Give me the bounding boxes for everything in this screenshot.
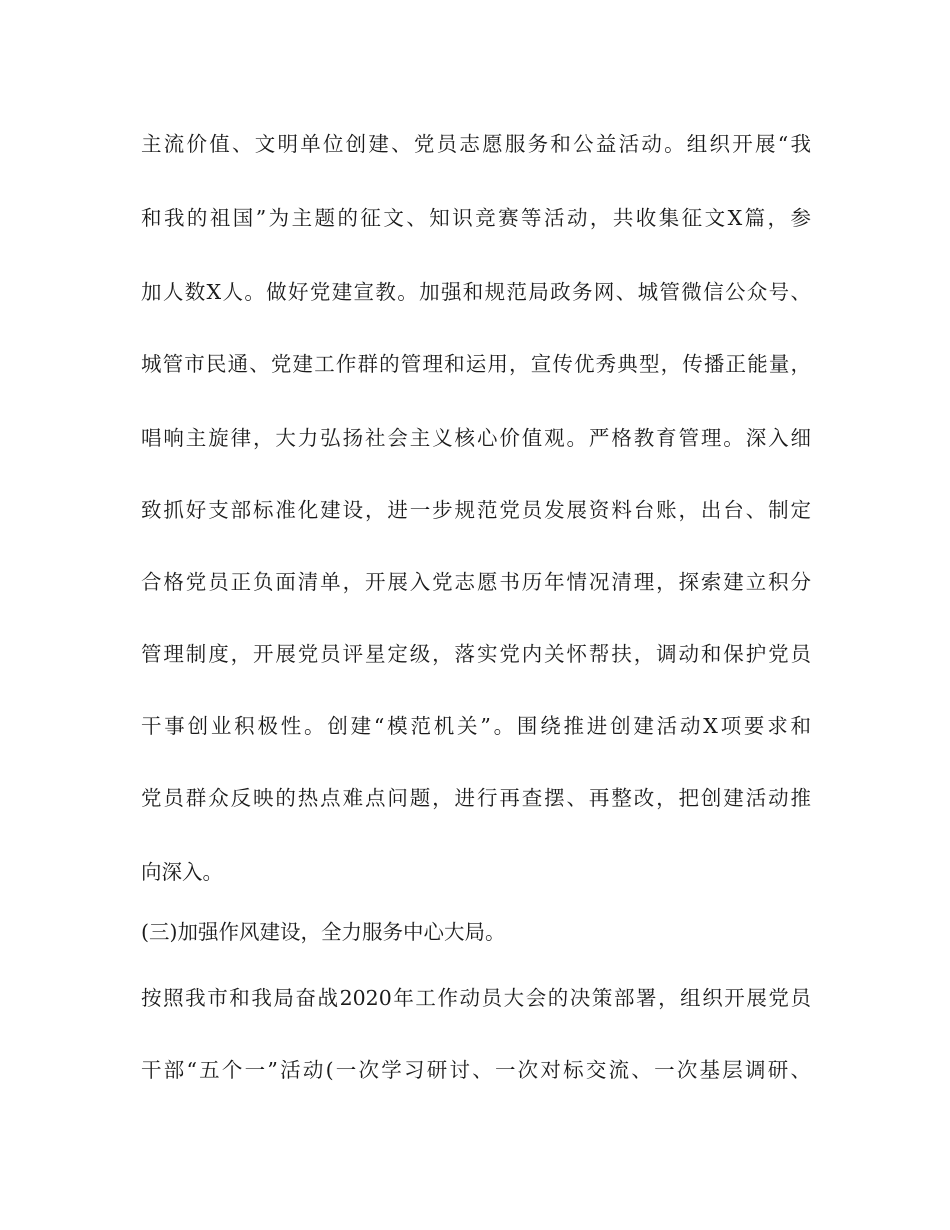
paragraph-line: 合格党员正负面清单，开展入党志愿书历年情况清理，探索建立积分 — [141, 570, 811, 594]
paragraph-line: 管理制度，开展党员评星定级，落实党内关怀帮扶，调动和保护党员 — [141, 642, 811, 666]
paragraph-line: 干部“五个一”活动(一次学习研讨、一次对标交流、一次基层调研、 — [141, 1058, 811, 1082]
paragraph-line: 致抓好支部标准化建设，进一步规范党员发展资料台账，出台、制定 — [141, 498, 811, 522]
paragraph-line: 唱响主旋律，大力弘扬社会主义核心价值观。严格教育管理。深入细 — [141, 426, 811, 450]
paragraph-line: 党员群众反映的热点难点问题，进行再查摆、再整改，把创建活动推 — [141, 786, 811, 810]
paragraph-line: 和我的祖国”为主题的征文、知识竞赛等活动，共收集征文X篇，参 — [141, 206, 811, 230]
paragraph-line: 加人数X人。做好党建宣教。加强和规范局政务网、城管微信公众号、 — [141, 280, 811, 304]
section-heading: (三)加强作风建设，全力服务中心大局。 — [141, 920, 506, 944]
paragraph-line: 干事创业积极性。创建“模范机关”。围绕推进创建活动X项要求和 — [141, 714, 811, 738]
paragraph-line-last: 向深入。 — [141, 860, 223, 884]
paragraph-line: 按照我市和我局奋战2020年工作动员大会的决策部署，组织开展党员 — [141, 986, 811, 1010]
paragraph-line: 主流价值、文明单位创建、党员志愿服务和公益活动。组织开展“我 — [141, 132, 811, 156]
paragraph-line: 城管市民通、党建工作群的管理和运用，宣传优秀典型，传播正能量， — [141, 352, 811, 376]
